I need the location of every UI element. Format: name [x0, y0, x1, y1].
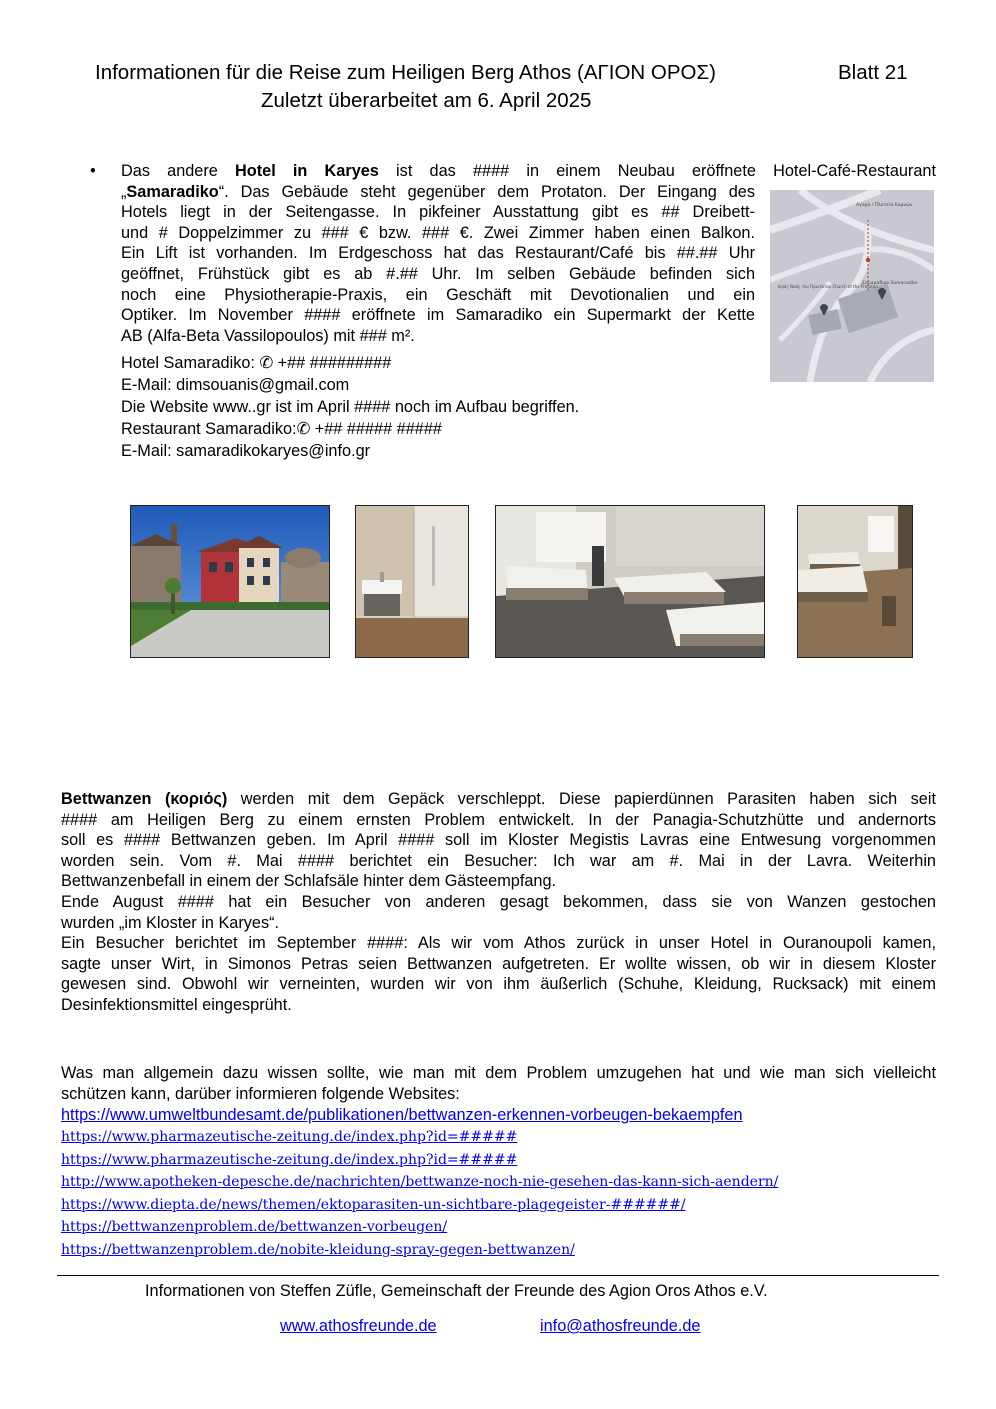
samaradiko-bold: Samaradiko	[126, 182, 219, 201]
bedroom-photo-1	[495, 505, 765, 658]
bedbugs-paragraph	[61, 789, 936, 1016]
hotel-line-8: Optiker. Im November #### eröffnete im Samaradiko ein Supermarkt der Kette	[121, 306, 755, 325]
bedbugs-bold: Bettwanzen (κοριός)	[61, 790, 228, 808]
bedbugs-line-2: #### am Heiligen Berg zu einem ernsten Problem entwickelt. In der Panagia-Schutzhütte und andernorts	[61, 810, 936, 829]
footer-website-link[interactable]: www.athosfreunde.de	[280, 1317, 437, 1335]
hotel-email: E-Mail: dimsouanis@gmail.com	[121, 376, 350, 394]
map-label-top: Αγορά / Πλατεία Καρυών	[856, 203, 913, 208]
link-bettwanzenproblem-2[interactable]: https://bettwanzenproblem.de/nobite-kleidung-spray-gegen-bettwanzen/	[61, 1241, 575, 1258]
map-label-right: Σαμαράδικο Samaradiko	[862, 281, 918, 286]
sheet-number: Blatt 21	[838, 61, 908, 84]
hotel-paragraph	[121, 182, 755, 347]
restaurant-phone: Restaurant Samaradiko:✆ +## ##### #####	[121, 420, 442, 438]
websites-line-1: Was man allgemein dazu wissen sollte, wie man mit dem Problem umzugehen hat und wie man sich vielleicht	[61, 1064, 936, 1082]
map-illustration	[770, 190, 934, 382]
footer-divider	[57, 1275, 939, 1276]
hotel-line-4: und # Doppelzimmer zu ### € bzw. ### €. Zwei Zimmer haben einen Balkon.	[121, 223, 755, 242]
websites-intro	[61, 1063, 936, 1104]
hotel-line-9: AB (Alfa-Beta Vassilopoulos) mit ### m².	[121, 326, 415, 345]
bedroom-photo-2	[797, 505, 913, 658]
bedbugs-line-4: worden sein. Vom #. Mai #### berichtet ein Besucher: Ich war am #. Mai in der Lavra. Weiterhin	[61, 851, 936, 870]
hotel-text: ist das #### in einem Neubau eröffnete Hotel-Café-Restaurant	[378, 162, 936, 180]
hotel-line-5: Ein Lift ist vorhanden. Im Erdgeschoss hat das Restaurant/Café bis ##.## Uhr	[121, 244, 755, 263]
bedbugs-line-11: Desinfektionsmittel eingesprüht.	[61, 995, 292, 1014]
websites-line-2: schützen kann, darüber informieren folgende Websites:	[61, 1084, 460, 1103]
hotel-phone: Hotel Samaradiko: ✆ +## #########	[121, 354, 392, 372]
bedbugs-line-10: gewesen sind. Obwohl wir verneinten, wurden wir von ihm äußerlich (Schuhe, Kleidung, Rucksack) mit einem	[61, 975, 936, 994]
map-photo	[770, 190, 934, 382]
link-pharmazeutische-zeitung-1[interactable]: https://www.pharmazeutische-zeitung.de/index.php?id=#####	[61, 1129, 518, 1145]
link-apotheken-depesche[interactable]: http://www.apotheken-depesche.de/nachrichten/bettwanze-noch-nie-gesehen-das-kann-sich-aendern/	[61, 1174, 779, 1190]
last-updated: Zuletzt überarbeitet am 6. April 2025	[261, 89, 592, 112]
page-title: Informationen für die Reise zum Heiligen Berg Athos (ΑΓΙΟΝ ΟΡΟΣ)	[95, 61, 716, 84]
link-bettwanzenproblem-1[interactable]: https://bettwanzenproblem.de/bettwanzen-vorbeugen/	[61, 1219, 448, 1235]
hotel-line-2: „Samaradiko“. Das Gebäude steht gegenüber dem Protaton. Der Eingang des	[121, 182, 755, 201]
bedbugs-line-8: Ein Besucher berichtet im September ####: Als wir vom Athos zurück in unser Hotel in Ouranoupoli kamen,	[61, 934, 936, 953]
hotel-text: Das andere	[121, 162, 236, 180]
footer-email-link[interactable]: info@athosfreunde.de	[540, 1317, 701, 1335]
bedbugs-line-9: sagte unser Wirt, in Simonos Petras seien Bettwanzen aufgetreten. Er wollte wissen, ob wir in diesem Kloster	[61, 954, 936, 973]
hotel-website-note: Die Website www..gr ist im April #### noch im Aufbau begriffen.	[121, 398, 580, 416]
bedbugs-line-5: Bettwanzenbefall in einem der Schlafsäle hinter dem Gästeempfang.	[61, 872, 557, 891]
restaurant-email: E-Mail: samaradikokaryes@info.gr	[121, 442, 371, 460]
bedbugs-line-1: Bettwanzen (κοριός) werden mit dem Gepäck verschleppt. Diese papierdünnen Parasiten haben sich seit	[61, 790, 936, 808]
hotel-line-6: geöffnet, Frühstück gibt es ab #.## Uhr. Im selben Gebäude befinden sich	[121, 264, 755, 283]
bedbugs-line-7: wurden „im Kloster in Karyes“.	[61, 913, 280, 932]
link-diepta[interactable]: https://www.diepta.de/news/themen/ektoparasiten-un-sichtbare-plagegeister-######/	[61, 1196, 686, 1213]
hotel-line-3: Hotels liegt in der Seitengasse. In pikfeiner Ausstattung gibt es ## Dreibett-	[121, 203, 755, 222]
hotel-line-7: noch eine Physiotherapie-Praxis, ein Geschäft mit Devotionalien und ein	[121, 285, 755, 304]
hotel-line-1	[121, 161, 936, 182]
bedbugs-line-3: soll es #### Bettwanzen geben. Im April #### soll im Kloster Megistis Lavras eine Entwesung vorgenommen	[61, 831, 936, 850]
bedbugs-line-6: Ende August #### hat ein Besucher von anderen gesagt bekommen, dass sie von Wanzen gestochen	[61, 892, 936, 911]
bathroom-photo	[355, 505, 469, 658]
bullet: •	[90, 162, 96, 180]
hotel-exterior-photo	[130, 505, 330, 658]
map-label-left: Ιερός Ναός του Πρωτάτου Church of the Protaton	[778, 284, 878, 289]
link-pharmazeutische-zeitung-2[interactable]: https://www.pharmazeutische-zeitung.de/index.php?id=#####	[61, 1151, 518, 1168]
hotel-name-bold: Hotel in Karyes	[235, 162, 379, 180]
footer-info: Informationen von Steffen Züfle, Gemeinschaft der Freunde des Agion Oros Athos e.V.	[145, 1282, 768, 1300]
link-umweltbundesamt[interactable]: https://www.umweltbundesamt.de/publikationen/bettwanzen-erkennen-vorbeugen-bekaempfen	[61, 1106, 743, 1124]
